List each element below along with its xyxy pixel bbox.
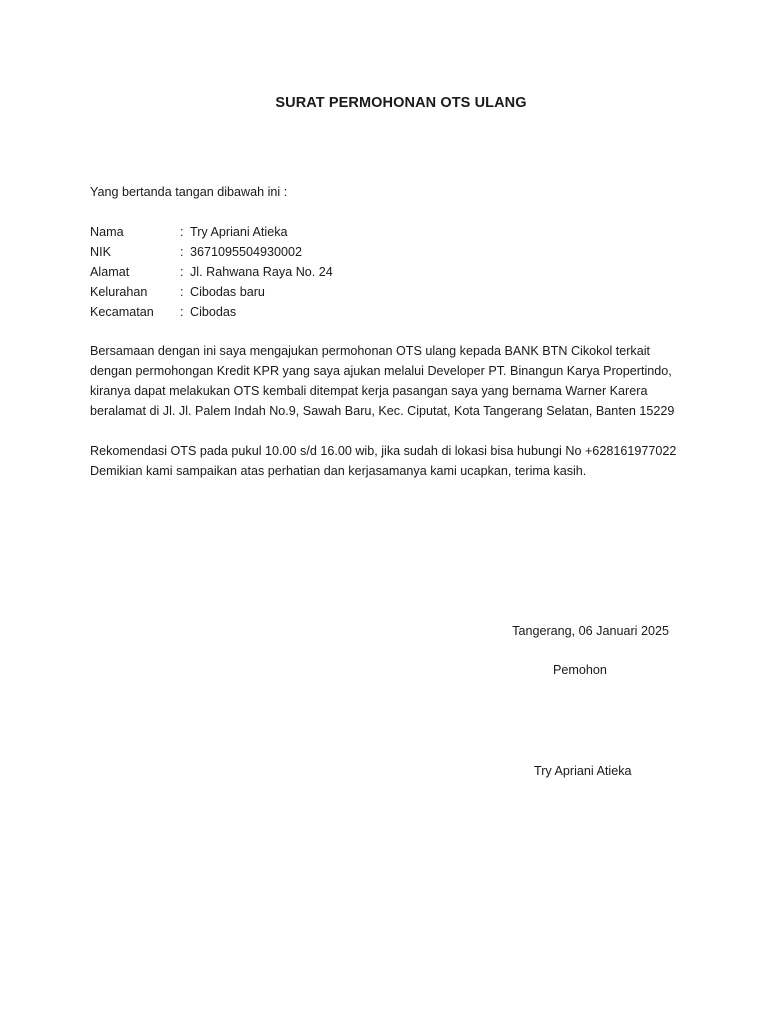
field-row-nik bbox=[90, 242, 333, 262]
field-colon: : bbox=[180, 245, 184, 259]
paragraph-line: Bersamaan dengan ini saya mengajukan permohonan OTS ulang kepada BANK BTN Cikokol terkait bbox=[90, 344, 651, 358]
paragraph-line: kiranya dapat melakukan OTS kembali ditempat kerja pasangan saya yang bernama Warner Karera bbox=[90, 384, 648, 398]
paragraph-line: Demikian kami sampaikan atas perhatian dan kerjasamanya kami ucapkan, terima kasih. bbox=[90, 464, 587, 478]
paragraph-line: Rekomendasi OTS pada pukul 10.00 s/d 16.00 wib, jika sudah di lokasi bisa hubungi No +628161977022 bbox=[90, 444, 677, 458]
field-label: Kecamatan bbox=[90, 305, 154, 319]
field-label: Nama bbox=[90, 225, 124, 239]
field-label: Kelurahan bbox=[90, 285, 148, 299]
request-paragraph bbox=[90, 341, 674, 421]
field-label: Alamat bbox=[90, 265, 130, 279]
paragraph-line: beralamat di Jl. Jl. Palem Indah No.9, Sawah Baru, Kec. Ciputat, Kota Tangerang Selatan, Banten 15229 bbox=[90, 404, 675, 418]
applicant-label: Pemohon bbox=[553, 663, 607, 677]
field-row-alamat bbox=[90, 262, 333, 282]
field-colon: : bbox=[180, 265, 184, 279]
closing-paragraph bbox=[90, 441, 676, 481]
paragraph-line: dengan permohongan Kredit KPR yang saya ajukan melalui Developer PT. Binangun Karya Propertindo, bbox=[90, 364, 672, 378]
document-title: SURAT PERMOHONAN OTS ULANG bbox=[275, 95, 527, 111]
field-colon: : bbox=[180, 305, 184, 319]
signer-name: Try Apriani Atieka bbox=[534, 764, 632, 778]
field-value: Try Apriani Atieka bbox=[190, 225, 288, 239]
field-colon: : bbox=[180, 225, 184, 239]
field-value: Cibodas bbox=[190, 305, 237, 319]
field-value: 3671095504930002 bbox=[190, 245, 303, 259]
applicant-fields bbox=[90, 222, 333, 322]
field-value: Cibodas baru bbox=[190, 285, 265, 299]
field-label: NIK bbox=[90, 245, 111, 259]
intro-text: Yang bertanda tangan dibawah ini : bbox=[90, 185, 288, 199]
field-value: Jl. Rahwana Raya No. 24 bbox=[190, 265, 333, 279]
place-date: Tangerang, 06 Januari 2025 bbox=[512, 624, 669, 638]
field-row-kelurahan bbox=[90, 282, 333, 302]
field-row-kecamatan bbox=[90, 302, 333, 322]
field-colon: : bbox=[180, 285, 184, 299]
field-row-nama bbox=[90, 222, 333, 242]
